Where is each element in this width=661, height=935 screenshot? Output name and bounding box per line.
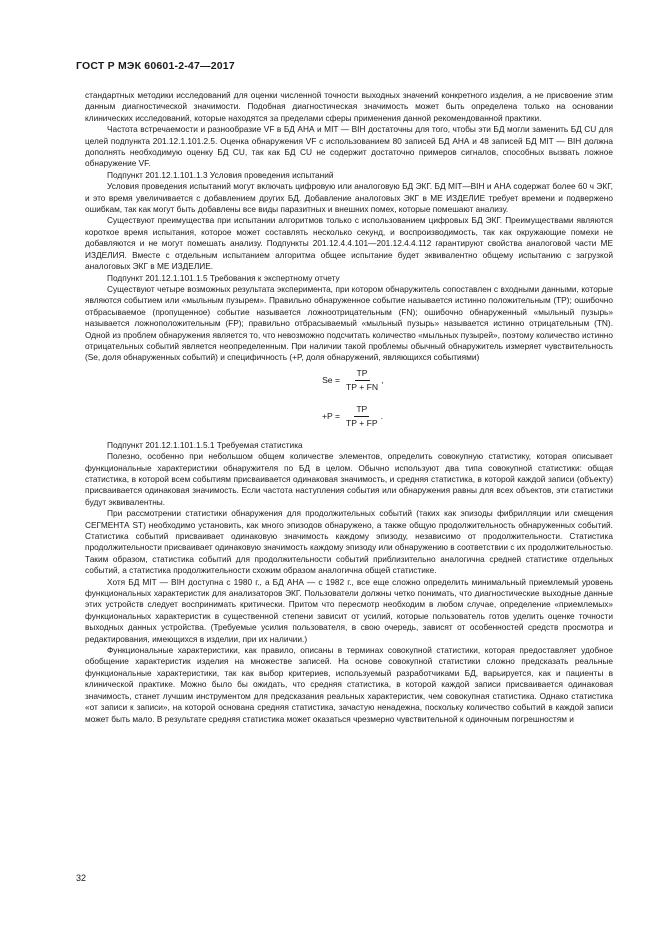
formula-block xyxy=(85,364,613,440)
paragraph: Условия проведения испытаний могут включать цифровую или аналоговую БД ЭКГ. БД MIT—BIH и АНА содержат более 60 ч ЭКГ, и это время увеличивается с добавлением других БД. Добавление аналоговых ЭКГ в МЕ ИЗДЕЛИЕ требует времени и подвержено ошибкам, так как могут быть добавлены все виды паразитных и внешних помех, которые помешают анализу. xyxy=(85,181,613,215)
paragraph: Подпункт 201.12.1.101.1.5.1 Требуемая статистика xyxy=(107,439,303,450)
fraction xyxy=(344,404,380,430)
paragraph: Существуют четыре возможных результата эксперимента, при котором обнаружитель сопоставлен с входными данными, которые являются событием или «мыльным пузырем». Правильно обнаруженное событие называется истинно положительным (ТР); ошибочно отбрасываемое (пропущенное) событие называется ложноотрицательным (FN); ошибочно обнаруженный «мыльный пузырь» называется ложноположительным (FP); правильно отбрасываемый «мыльный пузырь» называется истинно отрицательным (TN). Одной из проблем обнаружения является то, что невозможно подсчитать количество «мыльных пузырей», поэтому количество истинно отрицательных событий является неопределенным. При наличии такой проблемы обычный обнаружитель измеряет чувствительность (Se, доля обнаруженных событий) и специфичность (+P, доля обнаружений, являющихся событиями) xyxy=(85,283,613,363)
fraction xyxy=(344,368,380,394)
paragraph: Полезно, особенно при небольшом общем количестве элементов, определить совокупную статистику, которая описывает функциональные характеристики обнаружителя по БД в целом. Обычно используют два типа совокупной статистики: общая статистика, в которой всем событиям присваивается одинаковая значимость, и средняя статистика, в которой каждой записи (объекту) присваивается одинаковая значимость. Если частота наступления события или обнаружения равны для всех объектов, эти статистики будут эквивалентны. xyxy=(85,451,613,507)
page-header-title: ГОСТ Р МЭК 60601-2-47—2017 xyxy=(76,60,235,72)
formula-lhs: +P = xyxy=(321,410,340,421)
paragraph: Функциональные характеристики, как правило, описаны в терминах совокупной статистики, которая предоставляет удобное обобщение характеристик изделия на множестве записей. На основе совокупной статистики сложно предсказать реальные функциональные характеристики, так как выбор критериев, используемый разработчиками БД, варьируется, как и пациенты в клинической практике. Можно было бы ожидать, что средняя статистика, в которой каждой записи присваивается одинаковая значимость, станет лучшим инструментом для предсказания реальных характеристик, чем совокупная статистика. Однако статистика «от записи к записи», на которой основана средняя статистика, зачастую ненадежна, поскольку количество событий в каждой записи может быть мало. В результате средняя статистика может оказаться чрезмерно чувствительной к одиночным погрешностям и xyxy=(85,645,613,724)
paragraph-block-a xyxy=(85,90,613,364)
sensitivity-formula xyxy=(312,368,383,394)
denominator: TP + FN xyxy=(346,382,379,393)
paragraph: Подпункт 201.12.1.101.1.3 Условия проведения испытаний xyxy=(107,169,334,180)
formula-lhs: Se = xyxy=(322,374,340,385)
denominator: TP + FP xyxy=(346,418,378,429)
numerator: ТР xyxy=(354,404,369,417)
paragraph: При рассмотрении статистики обнаружения для продолжительных событий (таких как эпизоды фибрилляции или смещения СЕГМЕНТА ST) необходимо установить, как много эпизодов обнаружено, а также общую продолжительность обнаруженных событий. Статистика событий присваивает одинаковую значимость каждому эпизоду, независимо от продолжительности. Статистика продолжительности присваивает одинаковую значимость каждому эпизоду или обнаружению в соответствии с их продолжительностью. Таким образом, статистика событий для продолжительности событий приблизительно аналогична средней статистике отдельных событий, а статистика продолжительности схожим образом аналогична общей статистике. xyxy=(85,508,613,576)
paragraph: Частота встречаемости и разнообразие VF в БД АНА и MIT — BIH достаточны для того, чтобы эти БД могли заменить БД CU для целей подпункта 201.12.1.101.2.5. Оценка обнаружения VF с использованием 80 записей БД АНА и 48 записей БД MIT — BIH должна дополнять необходимую оценку БД CU, так как БД CU не содержит достаточно примеров сигналов, способных вызвать ложное обнаружение VF. xyxy=(85,124,613,169)
formula-punct: , xyxy=(381,374,384,385)
paragraph: Существуют преимущества при испытании алгоритмов только с использованием цифровых БД ЭКГ. Преимуществами являются короткое время испытания, которое может составлять несколько секунд, и воспроизводимость, так как окружающие помехи не добавляются и не могут помешать анализу. Подпункты 201.12.4.4.101—201.12.4.4.112 гарантируют свойства аналоговой части МЕ ИЗДЕЛИЯ. Вместе с отдельным испытанием алгоритма общее испытание будет эквивалентно общему испытанию с загрузкой аналоговых ЭКГ в МЕ ИЗДЕЛИЕ. xyxy=(85,215,613,272)
paragraph: Хотя БД MIT — BIH доступна с 1980 г., а БД АНА — с 1982 г., все еще сложно определить минимальный приемлемый уровень функциональных характеристик для анализаторов ЭКГ. Пользователи должны четко понимать, что диагностические выходные данные этих устройств следует воспринимать критически. Притом что пересмотр необходим в любом случае, определение «приемлемых» функциональных характеристик в существенной степени зависит от усилий, которые пользователь готов уделить оценке точности выходных данных устройства. (Требуемые усилия пользователя, в свою очередь, зависят от особенностей средств просмотра и редактирования, имеющихся в изделии, при их наличии.) xyxy=(85,576,613,644)
positive-predictivity-formula xyxy=(312,404,383,430)
formula-punct: . xyxy=(380,410,383,421)
document-body xyxy=(85,90,613,725)
page-number: 32 xyxy=(76,873,87,883)
paragraph-block-b xyxy=(85,440,613,725)
paragraph: Подпункт 201.12.1.101.1.5 Требования к экспертному отчету xyxy=(107,272,340,283)
paragraph: стандартных методики исследований для оценки численной точности выходных значений конкретного изделия, а не присвоение этим данным диагностической значимости. Подобная диагностическая значимость может быть определена только на основании клинических исследований, которые находятся за пределами сферы применения данной рекомендованной практики. xyxy=(85,90,613,123)
numerator: ТР xyxy=(355,368,370,381)
